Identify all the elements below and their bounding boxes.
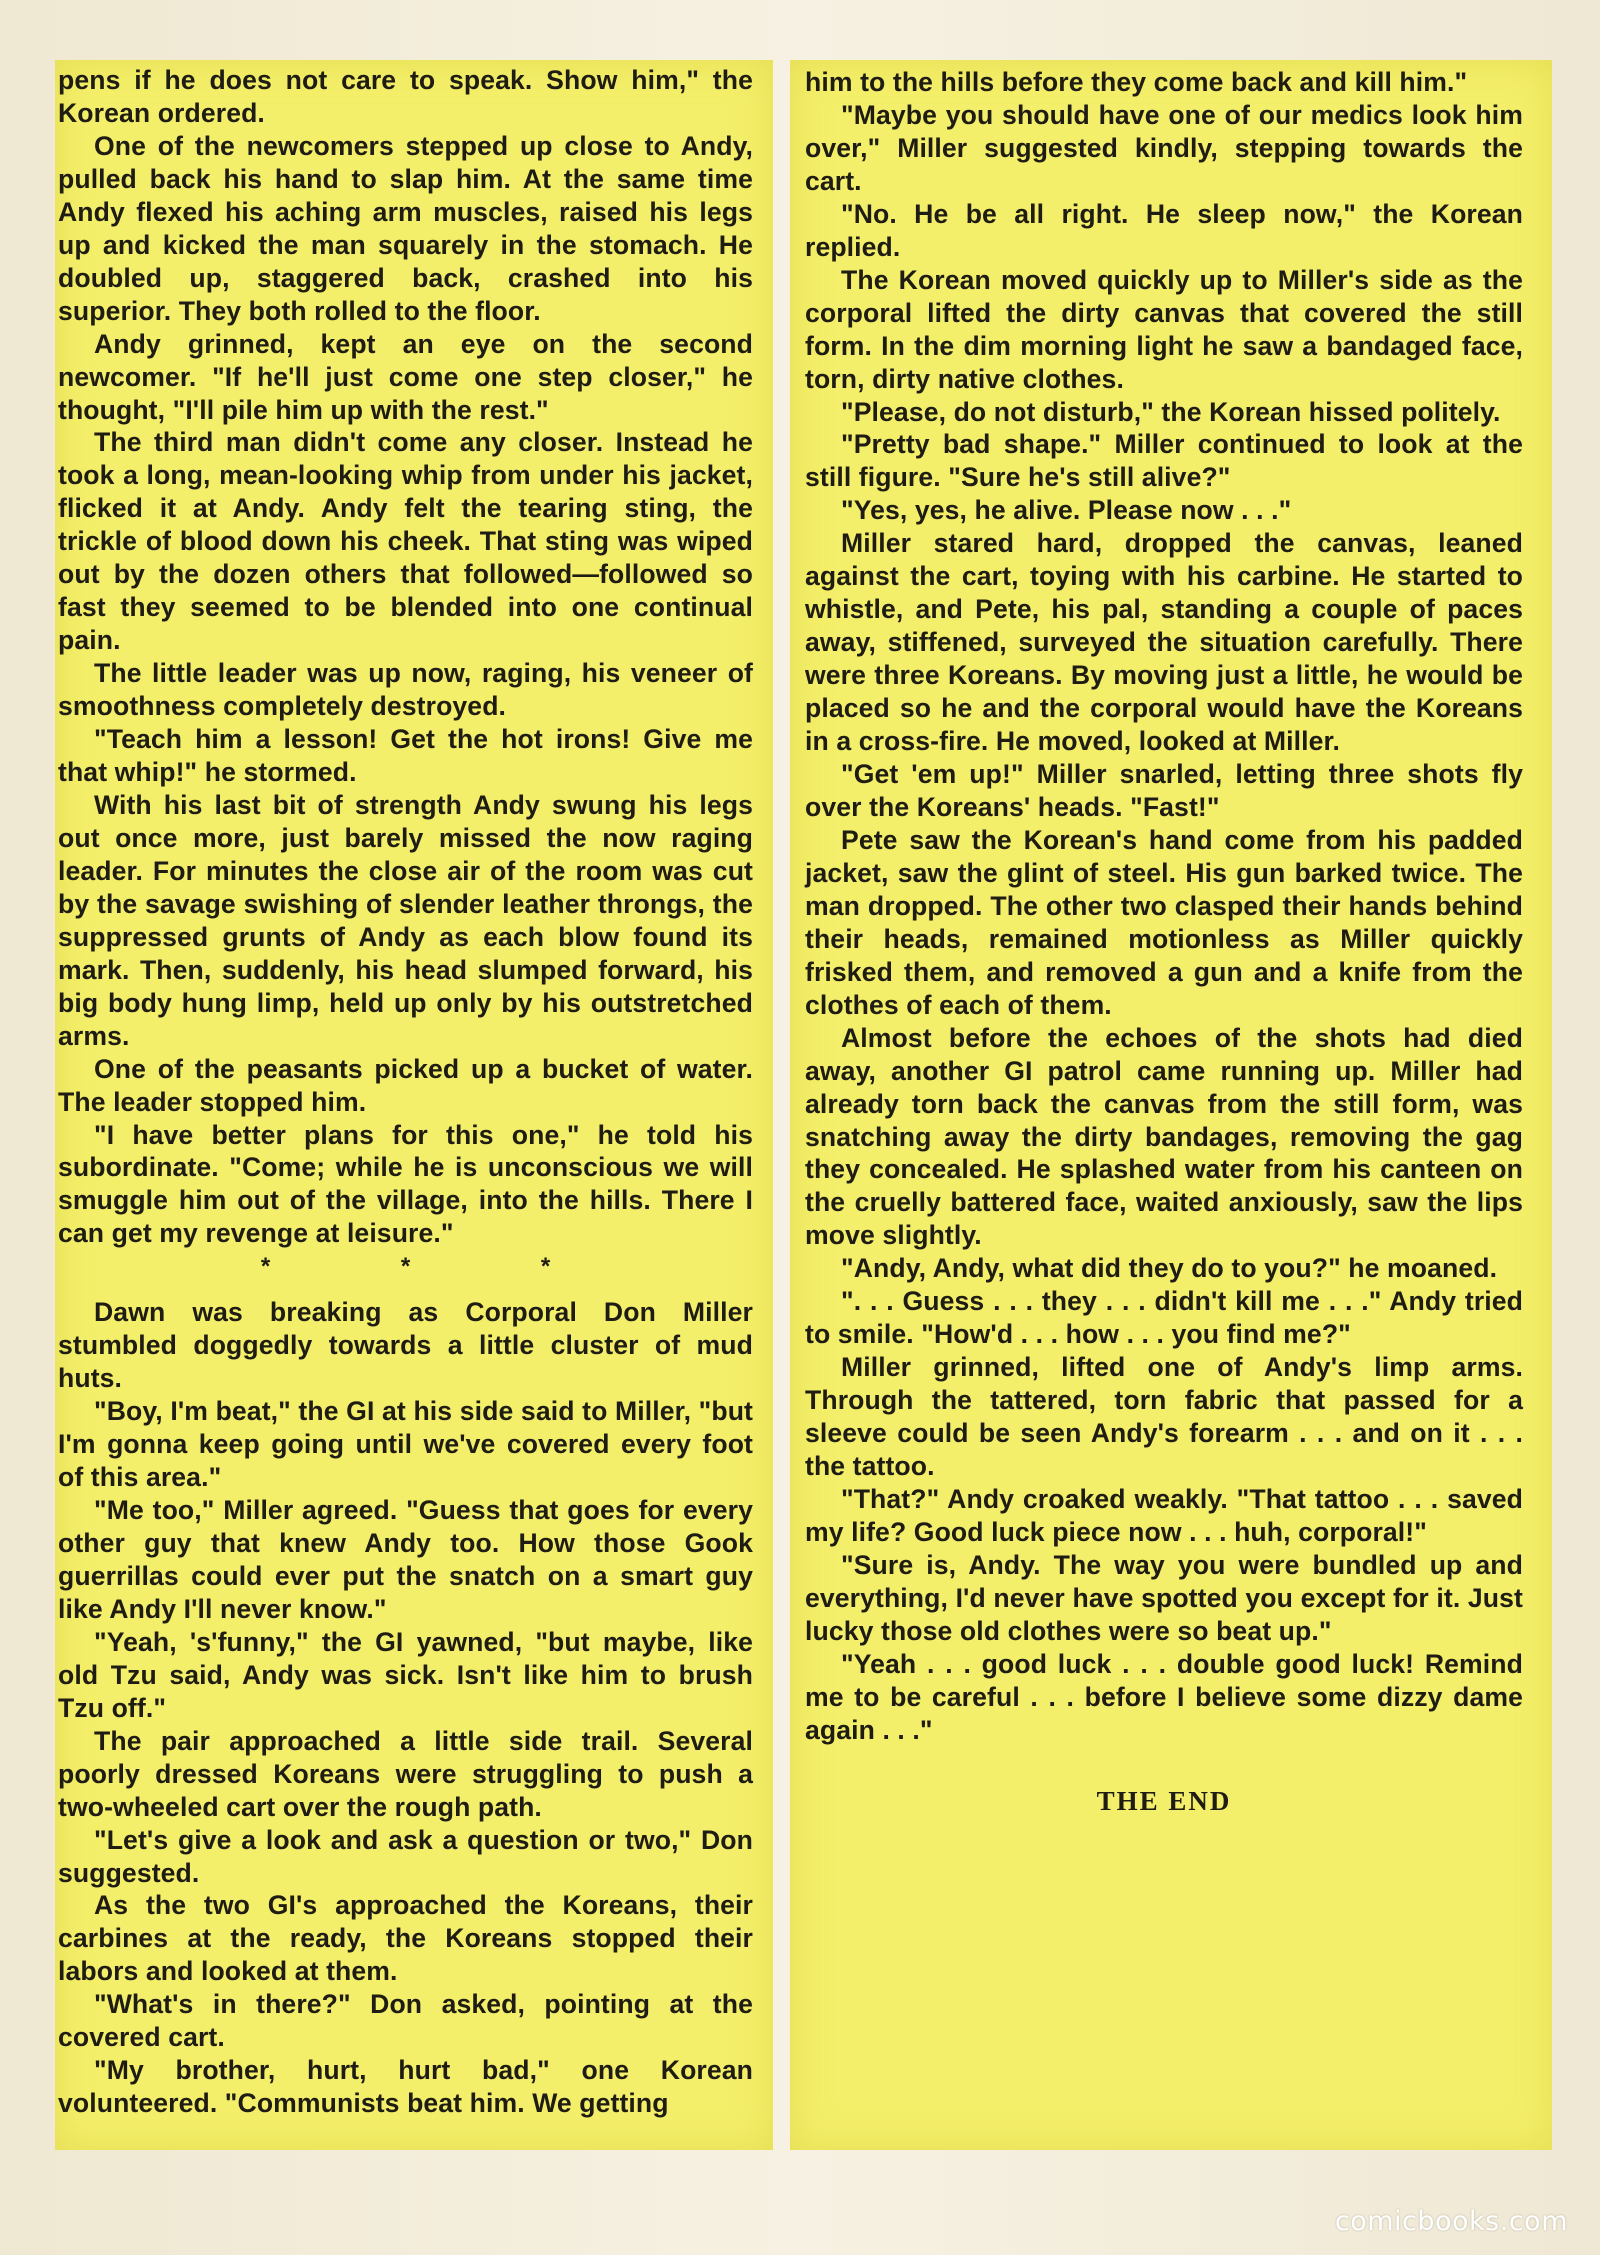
story-paragraph: "Me too," Miller agreed. "Guess that goes for every other guy that knew Andy too. How those Gook guerrillas could ever put the snatch on a smart guy like Andy I'll never know." <box>58 1495 753 1624</box>
story-paragraph: "Yes, yes, he alive. Please now . . ." <box>841 495 1292 526</box>
story-paragraph: "No. He be all right. He sleep now," the Korean replied. <box>805 198 1523 262</box>
story-paragraph: "Yeah . . . good luck . . . double good luck! Remind me to be careful . . . before I believe some dizzy dame again . . ." <box>805 1648 1523 1745</box>
story-paragraph: "Maybe you should have one of our medics look him over," Miller suggested kindly, stepping towards the cart. <box>805 99 1523 196</box>
story-column-right <box>805 66 1523 1818</box>
story-paragraph: Pete saw the Korean's hand come from his padded jacket, saw the glint of steel. His gun barked twice. The man dropped. The other two clasped their hands behind their heads, remained motionless as Miller quickly frisked them, and removed a gun and a knife from the clothes of each of them. <box>805 824 1523 1020</box>
story-paragraph: Almost before the echoes of the shots had died away, another GI patrol came running up. Miller had already torn back the canvas from the still form, was snatching away the dirty bandages, removing the gag they concealed. He splashed water from his canteen on the cruelly battered face, waited anxiously, saw the lips move slightly. <box>805 1022 1523 1251</box>
story-paragraph: him to the hills before they come back and kill him." <box>805 67 1468 97</box>
the-end-label: THE END <box>1096 1785 1232 1816</box>
story-paragraph: "Pretty bad shape." Miller continued to look at the still figure. "Sure he's still alive?" <box>805 429 1523 493</box>
story-paragraph: "Teach him a lesson! Get the hot irons! Give me that whip!" he stormed. <box>58 724 753 788</box>
story-paragraph: The third man didn't come any closer. Instead he took a long, mean-looking whip from under his jacket, flicked it at Andy. Andy felt the tearing sting, the trickle of blood down his cheek. That sting was wiped out by the dozen others that followed—followed so fast they seemed to be blended into one continual pain. <box>58 427 753 656</box>
story-paragraph: The Korean moved quickly up to Miller's side as the corporal lifted the dirty canvas that covered the still form. In the dim morning light he saw a bandaged face, torn, dirty native clothes. <box>805 264 1523 394</box>
story-paragraph: "My brother, hurt, hurt bad," one Korean volunteered. "Communists beat him. We getting <box>58 2055 753 2119</box>
story-paragraph: "Yeah, 's'funny," the GI yawned, "but maybe, like old Tzu said, Andy was sick. Isn't like him to brush Tzu off." <box>58 1626 753 1723</box>
story-paragraph: "What's in there?" Don asked, pointing at the covered cart. <box>58 1989 753 2053</box>
story-paragraph: "Please, do not disturb," the Korean hissed politely. <box>841 396 1501 427</box>
story-paragraph: "That?" Andy croaked weakly. "That tattoo . . . saved my life? Good luck piece now . . . huh, corporal!" <box>805 1483 1523 1547</box>
story-paragraph: pens if he does not care to speak. Show him," the Korean ordered. <box>58 65 753 128</box>
scene-break: * * * <box>260 1253 613 1281</box>
site-watermark: comicbooks.com <box>1334 2206 1568 2237</box>
story-paragraph: Dawn was breaking as Corporal Don Miller stumbled doggedly towards a little cluster of mud huts. <box>58 1297 753 1394</box>
story-paragraph: Miller stared hard, dropped the canvas, leaned against the cart, toying with his carbine. He started to whistle, and Pete, his pal, standing a couple of paces away, stiffened, surveyed the situation carefully. There were three Koreans. By moving just a little, he would be placed so he and the corporal would have the Koreans in a cross-fire. He moved, looked at Miller. <box>805 528 1523 757</box>
story-column-left <box>58 64 753 2120</box>
story-paragraph: The pair approached a little side trail. Several poorly dressed Koreans were struggling to push a two-wheeled cart over the rough path. <box>58 1725 753 1822</box>
story-paragraph: With his last bit of strength Andy swung his legs out once more, just barely missed the now raging leader. For minutes the close air of the room was cut by the savage swishing of slender leather throngs, the suppressed grunts of Andy as each blow found its mark. Then, suddenly, his head slumped forward, his big body hung limp, held up only by his outstretched arms. <box>58 789 753 1051</box>
story-paragraph: "Andy, Andy, what did they do to you?" he moaned. <box>841 1253 1498 1284</box>
story-paragraph: "I have better plans for this one," he told his subordinate. "Come; while he is unconscious we will smuggle him out of the village, into the hills. There I can get my revenge at leisure." <box>58 1119 753 1249</box>
story-paragraph: Miller grinned, lifted one of Andy's limp arms. Through the tattered, torn fabric that passed for a sleeve could be seen Andy's forearm . . . and on it . . . the tattoo. <box>805 1352 1523 1482</box>
story-paragraph: ". . . Guess . . . they . . . didn't kill me . . ." Andy tried to smile. "How'd . . . how . . . you find me?" <box>805 1286 1523 1350</box>
story-paragraph: "Sure is, Andy. The way you were bundled up and everything, I'd never have spotted you except for it. Just lucky those old clothes were so beat up." <box>805 1549 1523 1646</box>
story-paragraph: "Let's give a look and ask a question or two," Don suggested. <box>58 1824 753 1888</box>
story-paragraph: "Get 'em up!" Miller snarled, letting three shots fly over the Koreans' heads. "Fast!" <box>805 759 1523 822</box>
story-paragraph: Andy grinned, kept an eye on the second newcomer. "If he'll just come one step closer," he thought, "I'll pile him up with the rest." <box>58 328 753 425</box>
story-paragraph: "Boy, I'm beat," the GI at his side said to Miller, "but I'm gonna keep going until we've covered every foot of this area." <box>58 1396 753 1493</box>
story-paragraph: As the two GI's approached the Koreans, their carbines at the ready, the Koreans stopped their labors and looked at them. <box>58 1890 753 1987</box>
story-paragraph: One of the newcomers stepped up close to Andy, pulled back his hand to slap him. At the same time Andy flexed his aching arm muscles, raised his legs up and kicked the man squarely in the stomach. He doubled up, staggered back, crashed into his superior. They both rolled to the floor. <box>58 130 753 326</box>
story-paragraph: One of the peasants picked up a bucket of water. The leader stopped him. <box>58 1053 753 1117</box>
story-paragraph: The little leader was up now, raging, his veneer of smoothness completely destroyed. <box>58 658 753 722</box>
